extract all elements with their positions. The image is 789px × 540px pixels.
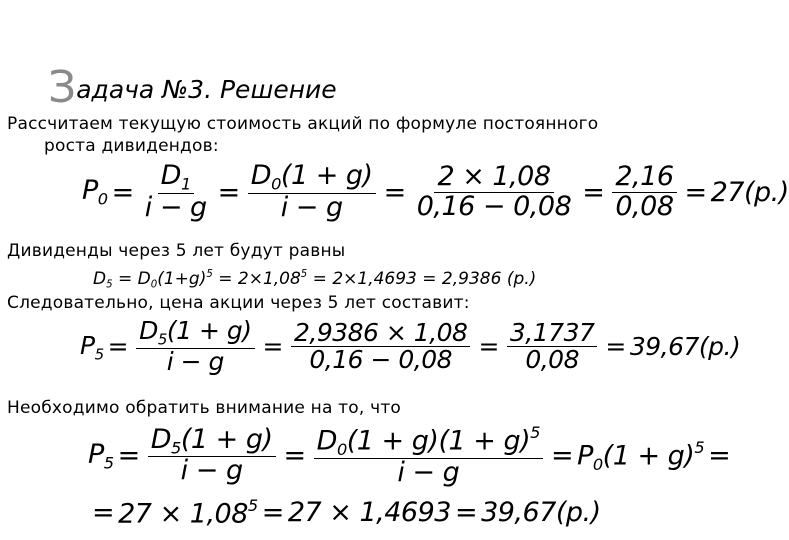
f3-frac-1: $\frac{D_5(1 + g)}{i - g}$ xyxy=(148,426,276,486)
formula-price-5-years xyxy=(80,318,740,375)
f1-lhs: $P_0$ xyxy=(82,175,108,209)
f1-eq-2: = xyxy=(217,176,240,208)
f3-eq-4: = xyxy=(708,440,731,472)
f1-eq-3: = xyxy=(383,176,406,208)
f3-eq-1: = xyxy=(117,440,140,472)
f1-eq-5: = xyxy=(684,176,707,208)
f1-eq-4: = xyxy=(582,176,605,208)
f3-frac-2: $\frac{D_0(1 + g)(1 + g)^5}{i - g}$ xyxy=(314,424,543,487)
formula-current-price xyxy=(82,162,789,222)
f4-part-b: 27 × 1,4693 xyxy=(287,497,451,529)
f4-eq-3: = xyxy=(454,497,478,529)
f2-eq-4: = xyxy=(605,332,626,362)
f2-lhs: $P_5$ xyxy=(80,330,104,363)
f4-eq-2: = xyxy=(261,497,284,529)
f4-eq-1: = xyxy=(92,497,115,529)
f3-lhs: $P_5$ xyxy=(88,438,114,473)
therefore-line: Следовательно, цена акции через 5 лет составит: xyxy=(7,293,470,313)
f3-eq-3: = xyxy=(550,440,574,472)
f1-frac-2: $\frac{D_0(1 + g)}{i - g}$ xyxy=(248,162,376,222)
f2-frac-3: $\frac{3,1737}{0,08}$ xyxy=(507,320,597,374)
dividends-line: Дивиденды через 5 лет будут равны xyxy=(7,241,346,261)
f3-rhs: $P_0(1 + g)^5$ xyxy=(577,437,705,474)
f1-result: 27(р.) xyxy=(710,176,789,208)
f4-part-a: $27 \times 1,08^5$ xyxy=(118,496,258,530)
slide-title xyxy=(48,62,337,113)
f3-eq-2: = xyxy=(283,440,306,472)
f2-eq-1: = xyxy=(107,332,129,362)
f1-frac-1: $\frac{D_1}{i - g}$ xyxy=(144,160,207,223)
f4-part-c: 39,67(р.) xyxy=(481,497,601,529)
intro-line-2: роста дивидендов: xyxy=(44,136,219,156)
f2-frac-2: $\frac{2,9386 \times 1,08}{0,16 - 0,08}$ xyxy=(291,320,470,374)
note-line: Необходимо обратить внимание на то, что xyxy=(7,398,402,418)
title-text: адача №3. Решение xyxy=(76,75,337,104)
title-initial: З xyxy=(48,62,77,113)
f2-result: 39,67(р.) xyxy=(629,332,741,362)
f1-frac-3: $\frac{2 \times 1,08}{0,16 - 0,08}$ xyxy=(416,161,572,222)
dividend-d5-calc: $D_5 = D_0(1+g)^5 = 2\times 1,08^5 = 2\times 1,4693 = 2,9386$ (р.) xyxy=(93,269,537,291)
intro-line-1: Рассчитаем текущую стоимость акций по формуле постоянного xyxy=(7,114,599,134)
f2-eq-2: = xyxy=(262,332,283,362)
f2-eq-3: = xyxy=(478,332,499,362)
formula-p5-result xyxy=(88,496,601,529)
f2-frac-1: $\frac{D_5(1 + g)}{i - g}$ xyxy=(136,318,254,375)
f1-eq-1: = xyxy=(111,176,134,208)
formula-p5-expanded xyxy=(88,424,734,487)
f1-frac-4: $\frac{2,16}{0,08}$ xyxy=(612,163,676,221)
